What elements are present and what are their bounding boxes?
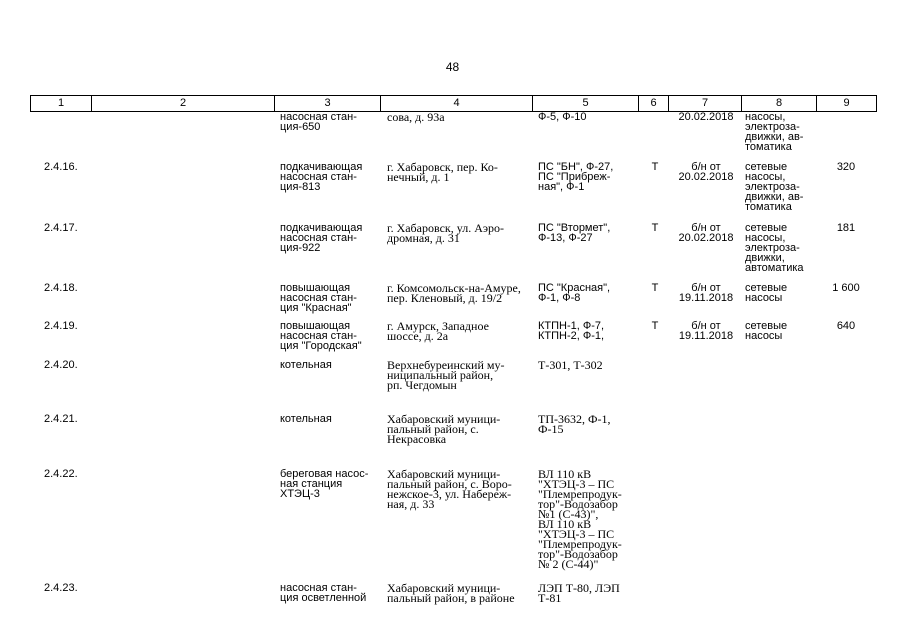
object-address: г. Комсомольск-на-Амуре, пер. Кленовый, д. 19/2 (387, 281, 521, 305)
power-source: ПС "Втормет", Ф-13, Ф-27 (538, 222, 611, 244)
agreement: б/н от 19.11.2018 (678, 282, 734, 304)
object-name: насосная стан- ция осветленной (280, 582, 367, 604)
header-col-9: 9 (817, 96, 877, 112)
header-col-7: 7 (669, 96, 742, 112)
header-col-5: 5 (533, 96, 639, 112)
power-value: 320 (836, 161, 856, 173)
category: Т (651, 320, 659, 332)
header-col-6: 6 (639, 96, 669, 112)
object-address: г. Хабаровск, пер. Ко- нечный, д. 1 (387, 160, 498, 184)
power-value: 1 600 (832, 282, 860, 294)
object-address: сова, д. 93а (387, 112, 445, 124)
row-number: 2.4.22. (44, 468, 78, 480)
object-address: г. Хабаровск, ул. Аэро- дромная, д. 31 (387, 221, 505, 245)
header-col-2: 2 (92, 96, 275, 112)
object-name: насосная стан- ция-650 (280, 112, 357, 133)
object-name: повышающая насосная стан- ция "Красная" (280, 282, 357, 314)
equipment: сетевые насосы, электроза- движки, автоматика (745, 222, 804, 274)
row-number: 2.4.19. (44, 320, 78, 332)
object-address: Хабаровский муници- пальный район, с. Воро- нежское-3, ул. Набереж- ная, д. 33 (387, 467, 512, 511)
agreement: б/н от 20.02.2018 (678, 222, 734, 244)
power-source: ТП-3632, Ф-1, Ф-15 (538, 412, 611, 436)
object-name: котельная (280, 359, 332, 371)
power-source: Ф-5, Ф-10 (538, 112, 587, 123)
header-col-3: 3 (275, 96, 381, 112)
power-source: ЛЭП Т-80, ЛЭП Т-81 (538, 581, 620, 605)
header-col-4: 4 (381, 96, 533, 112)
equipment: сетевые насосы (745, 320, 788, 342)
object-name: котельная (280, 413, 332, 425)
row-number: 2.4.23. (44, 582, 78, 594)
category: Т (651, 222, 659, 234)
power-source: ПС "БН", Ф-27, ПС "Прибреж- ная", Ф-1 (538, 161, 614, 193)
object-address: г. Амурск, Западное шоссе, д. 2а (387, 319, 489, 343)
object-name: подкачивающая насосная стан- ция-813 (280, 161, 363, 193)
row-number: 2.4.16. (44, 161, 78, 173)
power-value: 181 (836, 222, 856, 234)
object-address: Хабаровский муници- пальный район, в районе (387, 581, 515, 605)
object-name: повышающая насосная стан- ция "Городская" (280, 320, 362, 352)
power-source: ВЛ 110 кВ "ХТЭЦ-3 – ПС "Племрепродук- тор"-Водозабор №1 (С-43)", ВЛ 110 кВ "ХТЭЦ-3 – ПС "Племрепродук- тор"-Водозабор № 2 (С-44)" (538, 467, 622, 571)
power-value: 640 (836, 320, 856, 332)
table-body (30, 112, 876, 640)
category: Т (651, 161, 659, 173)
row-number: 2.4.20. (44, 359, 78, 371)
row-number: 2.4.21. (44, 413, 78, 425)
object-name: подкачивающая насосная стан- ция-922 (280, 222, 363, 254)
agreement: 20.02.2018 (678, 112, 734, 123)
equipment: сетевые насосы, электроза- движки, ав- томатика (745, 161, 804, 213)
agreement: б/н от 20.02.2018 (678, 161, 734, 183)
row-number: 2.4.18. (44, 282, 78, 294)
object-address: Верхнебуреинский му- ниципальный район, рп. Чегдомын (387, 358, 505, 392)
category: Т (651, 282, 659, 294)
object-address: Хабаровский муници- пальный район, с. Некрасовка (387, 412, 501, 446)
row-number: 2.4.17. (44, 222, 78, 234)
header-col-8: 8 (742, 96, 817, 112)
agreement: б/н от 19.11.2018 (678, 320, 734, 342)
power-source: Т-301, Т-302 (538, 358, 603, 372)
power-source: КТПН-1, Ф-7, КТПН-2, Ф-1, (538, 320, 605, 342)
object-name: береговая насос- ная станция ХТЭЦ-3 (280, 468, 369, 500)
column-number-header (30, 95, 877, 112)
equipment: насосы, электроза- движки, ав- томатика (745, 112, 804, 153)
header-col-1: 1 (31, 96, 92, 112)
page-number: 48 (445, 60, 460, 74)
power-source: ПС "Красная", Ф-1, Ф-8 (538, 282, 611, 304)
equipment: сетевые насосы (745, 282, 788, 304)
